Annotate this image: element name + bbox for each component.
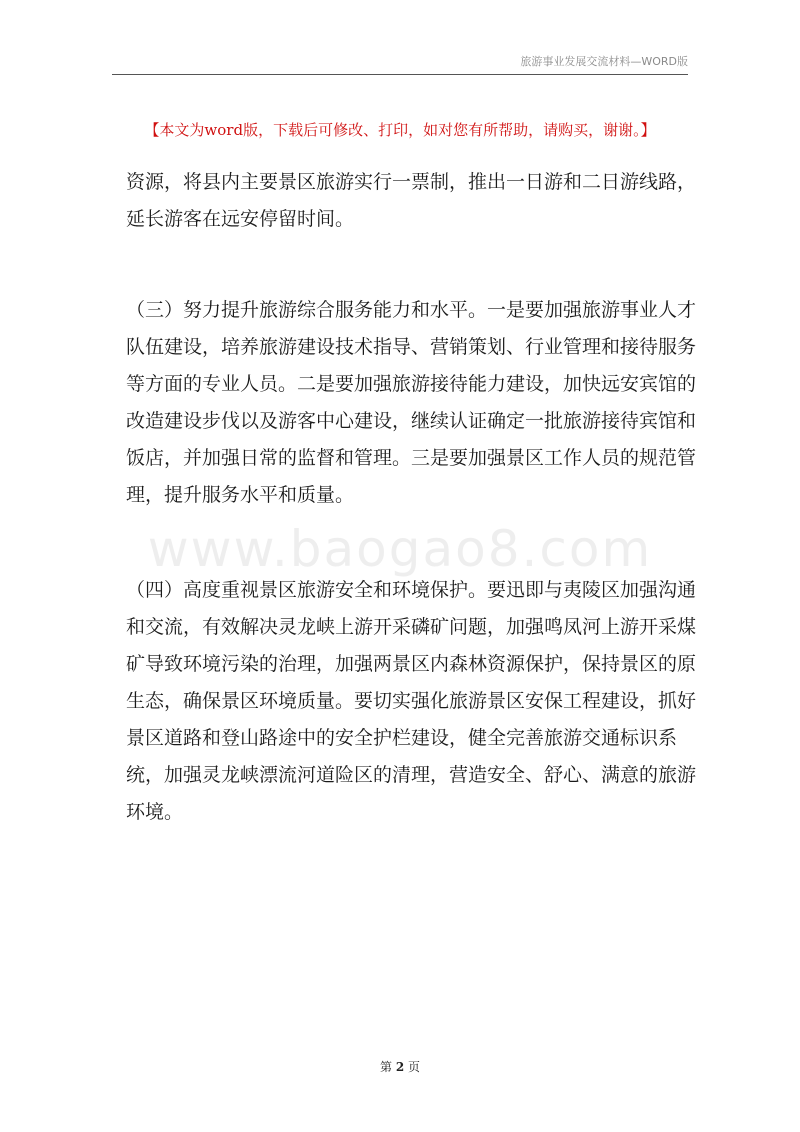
paragraph: （四）高度重视景区旅游安全和环境保护。要迅即与夷陵区加强沟通和交流，有效解决灵龙峡上游开采磷矿问题，加强鸣凤河上游开采煤矿导致环境污染的治理，加强两景区内森林资源保护，保持景区的原生态，确保景区环境质量。要切实强化旅游景区安保工程建设，抓好景区道路和登山路途中的安全护栏建设，健全完善旅游交通标识系统，加强灵龙峡漂流河道险区的清理，营造安全、舒心、满意的旅游环境。 [126, 579, 697, 823]
page-label-suffix: 页 [408, 1060, 421, 1074]
page-footer [0, 1058, 800, 1075]
watermark: www.baogao8.com [147, 520, 653, 578]
paragraph: （三）努力提升旅游综合服务能力和水平。一是要加强旅游事业人才队伍建设，培养旅游建设技术指导、营销策划、行业管理和接待服务等方面的专业人员。二是要加强旅游接待能力建设，加快远安宾馆的改造建设步伐以及游客中心建设，继续认证确定一批旅游接待宾馆和饭店，并加强日常的监督和管理。三是要加强景区工作人员的规范管理，提升服务水平和质量。 [126, 299, 697, 506]
document-body [126, 164, 696, 831]
page-label-prefix: 第 [379, 1060, 392, 1074]
paragraph: 资源，将县内主要景区旅游实行一票制，推出一日游和二日游线路，延长游客在远安停留时间。 [126, 171, 697, 230]
purchase-notice: 【本文为word版，下载后可修改、打印，如对您有所帮助，请购买，谢谢。】 [144, 121, 656, 139]
page-header [112, 52, 688, 75]
page-number: 2 [395, 1060, 405, 1074]
header-title: 旅游事业发展交流材料—WORD版 [520, 55, 688, 68]
